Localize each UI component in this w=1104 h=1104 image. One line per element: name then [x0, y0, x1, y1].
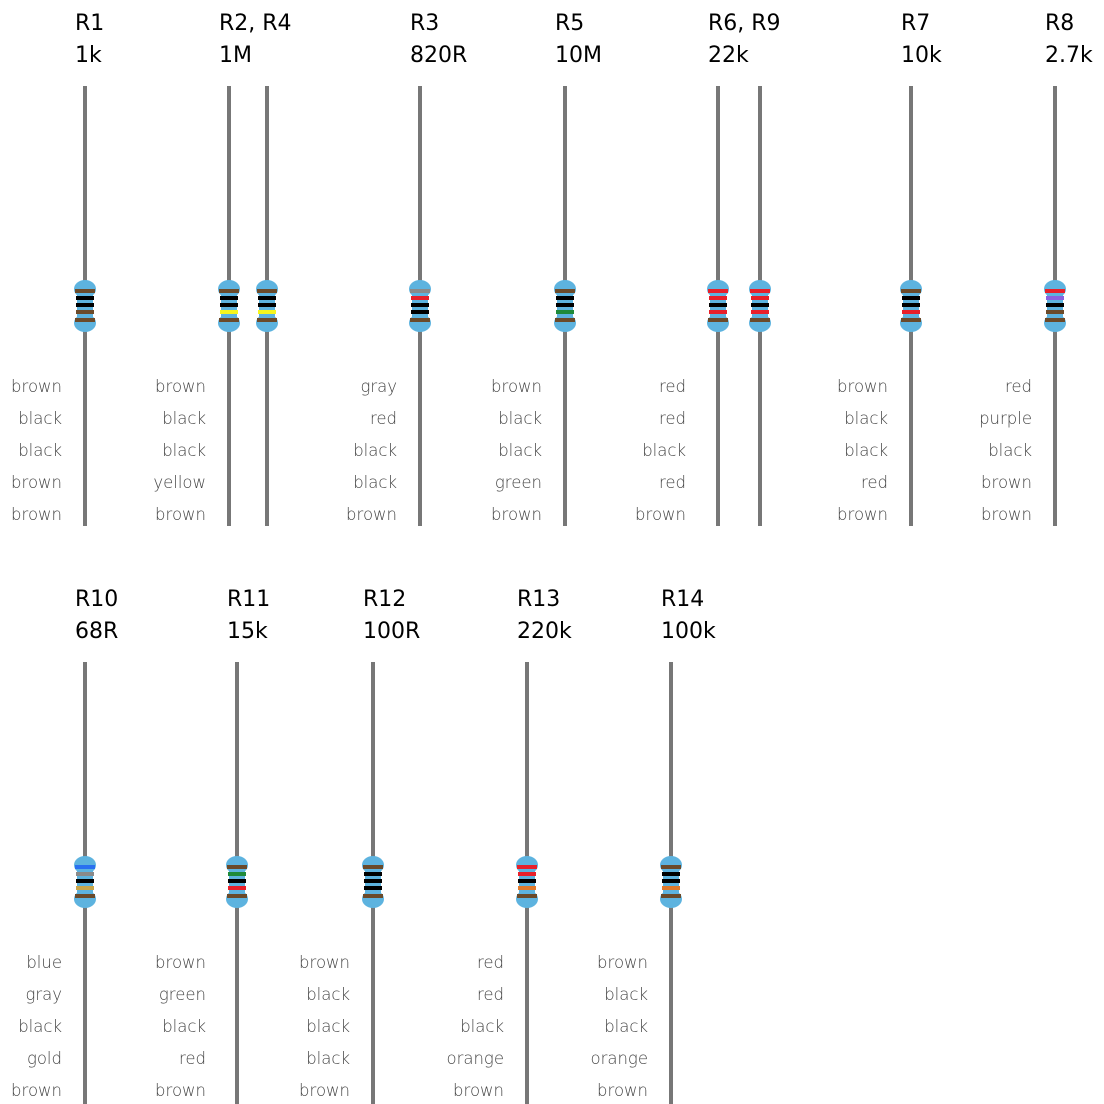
band-color-label: gray [360, 377, 397, 396]
band-color-label: yellow [153, 473, 206, 492]
band-color-label: black [162, 1017, 206, 1036]
band-color-label: brown [11, 1081, 62, 1100]
resistor-cap-bottom [554, 314, 576, 332]
color-band-1-brown [227, 865, 247, 869]
band-color-label: red [1004, 377, 1032, 396]
color-band-2-green [228, 872, 246, 876]
color-band-3-black [902, 303, 920, 307]
band-color-label: black [306, 1049, 350, 1068]
band-color-label: blue [26, 953, 62, 972]
color-band-5-brown [555, 318, 575, 322]
resistor-ref-label: R6, R9 [708, 11, 781, 36]
color-band-3-black [258, 303, 276, 307]
color-band-2-black [364, 872, 382, 876]
band-color-label: brown [981, 505, 1032, 524]
color-band-1-brown [661, 865, 681, 869]
band-color-label: brown [11, 377, 62, 396]
resistor-value-label: 10k [901, 43, 942, 68]
color-band-5-brown [257, 318, 277, 322]
color-band-2-black [258, 296, 276, 300]
color-band-4-red [228, 886, 246, 890]
resistor-cap-bottom [749, 314, 771, 332]
resistor-group-r11 [155, 587, 270, 1104]
band-color-label: brown [346, 505, 397, 524]
band-color-label: brown [155, 505, 206, 524]
band-color-label: brown [597, 1081, 648, 1100]
resistor-cap-bottom [74, 890, 96, 908]
band-color-label: red [476, 953, 504, 972]
color-band-3-black [411, 303, 429, 307]
resistor-value-label: 1M [219, 43, 252, 68]
color-band-2-gray [76, 872, 94, 876]
color-band-5-brown [219, 318, 239, 322]
band-color-label: purple [979, 409, 1032, 428]
band-color-label: red [658, 377, 686, 396]
resistor-group-r7 [837, 11, 942, 526]
band-color-label: black [353, 473, 397, 492]
resistor-ref-label: R2, R4 [219, 11, 292, 36]
band-color-label: black [460, 1017, 504, 1036]
color-band-4-red [709, 310, 727, 314]
band-color-label: black [162, 409, 206, 428]
resistor-cap-bottom [256, 314, 278, 332]
band-color-label: brown [453, 1081, 504, 1100]
color-band-1-blue [75, 865, 95, 869]
resistor-value-label: 1k [75, 43, 102, 68]
band-color-label: green [494, 473, 542, 492]
color-band-1-gray [410, 289, 430, 293]
resistor-group-r14 [590, 587, 716, 1104]
resistor-ref-label: R10 [75, 587, 119, 612]
band-color-label: gold [26, 1049, 62, 1068]
band-color-label: black [642, 441, 686, 460]
color-band-2-black [556, 296, 574, 300]
band-color-label: brown [299, 1081, 350, 1100]
color-band-4-red [902, 310, 920, 314]
color-band-3-black [76, 879, 94, 883]
color-band-2-purple [1046, 296, 1064, 300]
band-color-label: red [369, 409, 397, 428]
color-band-5-brown [75, 894, 95, 898]
color-band-2-red [709, 296, 727, 300]
band-color-label: brown [299, 953, 350, 972]
band-color-label: black [18, 441, 62, 460]
resistor-group-r12 [299, 587, 420, 1104]
color-band-3-black [228, 879, 246, 883]
resistor-ref-label: R5 [555, 11, 585, 36]
color-band-3-black [518, 879, 536, 883]
color-band-4-red [751, 310, 769, 314]
band-color-label: black [604, 985, 648, 1004]
color-band-3-black [556, 303, 574, 307]
band-color-label: gray [25, 985, 62, 1004]
color-band-5-brown [410, 318, 430, 322]
color-band-4-black [364, 886, 382, 890]
color-band-5-brown [363, 894, 383, 898]
color-band-2-red [411, 296, 429, 300]
resistor-cap-bottom [707, 314, 729, 332]
resistor-cap-bottom [218, 314, 240, 332]
band-color-label: brown [491, 377, 542, 396]
band-color-label: red [476, 985, 504, 1004]
band-color-label: brown [491, 505, 542, 524]
band-color-label: red [658, 473, 686, 492]
color-band-4-black [411, 310, 429, 314]
resistor-value-label: 2.7k [1045, 43, 1093, 68]
resistor-ref-label: R7 [901, 11, 931, 36]
resistor-value-label: 68R [75, 619, 119, 644]
color-band-5-brown [227, 894, 247, 898]
resistor-ref-label: R8 [1045, 11, 1075, 36]
band-color-label: red [178, 1049, 206, 1068]
resistor-group-r2-r4 [153, 11, 291, 526]
color-band-2-black [902, 296, 920, 300]
color-band-2-black [220, 296, 238, 300]
color-band-1-brown [363, 865, 383, 869]
band-color-label: black [306, 985, 350, 1004]
resistor-ref-label: R1 [75, 11, 105, 36]
color-band-4-brown [1046, 310, 1064, 314]
resistor-value-label: 22k [708, 43, 749, 68]
color-band-5-brown [661, 894, 681, 898]
color-band-1-brown [901, 289, 921, 293]
color-band-2-red [751, 296, 769, 300]
color-band-1-red [750, 289, 770, 293]
color-band-1-red [517, 865, 537, 869]
resistor-ref-label: R13 [517, 587, 561, 612]
band-color-label: black [306, 1017, 350, 1036]
color-band-1-brown [555, 289, 575, 293]
resistor-cap-bottom [409, 314, 431, 332]
color-band-1-brown [219, 289, 239, 293]
color-band-3-black [220, 303, 238, 307]
color-band-5-brown [1045, 318, 1065, 322]
band-color-label: brown [11, 473, 62, 492]
band-color-label: black [498, 409, 542, 428]
band-color-label: black [353, 441, 397, 460]
band-color-label: brown [11, 505, 62, 524]
resistor-cap-bottom [900, 314, 922, 332]
band-color-label: green [158, 985, 206, 1004]
resistor-group-r3 [346, 11, 467, 526]
band-color-label: red [658, 409, 686, 428]
color-band-3-black [364, 879, 382, 883]
resistor-value-label: 100k [661, 619, 716, 644]
band-color-label: brown [155, 953, 206, 972]
band-color-label: black [844, 409, 888, 428]
color-band-3-black [751, 303, 769, 307]
color-band-4-yellow [220, 310, 238, 314]
color-band-5-brown [517, 894, 537, 898]
band-color-label: black [18, 1017, 62, 1036]
band-color-label: black [844, 441, 888, 460]
band-color-label: brown [981, 473, 1032, 492]
resistor-value-label: 15k [227, 619, 268, 644]
resistor-cap-bottom [362, 890, 384, 908]
resistor-ref-label: R14 [661, 587, 705, 612]
color-band-1-red [1045, 289, 1065, 293]
color-band-5-brown [901, 318, 921, 322]
band-color-label: brown [597, 953, 648, 972]
resistor-group-r1 [11, 11, 104, 526]
color-band-5-brown [708, 318, 728, 322]
band-color-label: brown [837, 377, 888, 396]
color-band-4-brown [76, 310, 94, 314]
band-color-label: brown [635, 505, 686, 524]
color-band-4-orange [518, 886, 536, 890]
resistor-value-label: 100R [363, 619, 421, 644]
resistor-cap-bottom [1044, 314, 1066, 332]
resistor-value-label: 10M [555, 43, 602, 68]
color-band-2-black [662, 872, 680, 876]
band-color-label: black [988, 441, 1032, 460]
color-band-3-black [1046, 303, 1064, 307]
resistor-cap-bottom [226, 890, 248, 908]
band-color-label: brown [155, 1081, 206, 1100]
resistor-cap-bottom [660, 890, 682, 908]
color-band-1-brown [257, 289, 277, 293]
resistor-ref-label: R3 [410, 11, 440, 36]
band-color-label: red [860, 473, 888, 492]
resistor-value-label: 220k [517, 619, 572, 644]
color-band-4-yellow [258, 310, 276, 314]
color-band-2-black [76, 296, 94, 300]
color-band-5-brown [75, 318, 95, 322]
color-band-1-red [708, 289, 728, 293]
resistor-cap-bottom [516, 890, 538, 908]
color-band-4-orange [662, 886, 680, 890]
resistor-group-r5 [491, 11, 602, 526]
color-band-3-black [662, 879, 680, 883]
band-color-label: orange [446, 1049, 504, 1068]
band-color-label: black [162, 441, 206, 460]
resistor-value-label: 820R [410, 43, 468, 68]
resistor-group-r10 [11, 587, 118, 1104]
resistor-cap-bottom [74, 314, 96, 332]
color-band-3-black [709, 303, 727, 307]
band-color-label: orange [590, 1049, 648, 1068]
resistor-group-r13 [446, 587, 572, 1104]
resistor-group-r6-r9 [635, 11, 781, 526]
color-band-4-gold [76, 886, 94, 890]
resistor-group-r8 [979, 11, 1093, 526]
band-color-label: black [604, 1017, 648, 1036]
band-color-label: black [18, 409, 62, 428]
color-band-3-black [76, 303, 94, 307]
band-color-label: brown [837, 505, 888, 524]
color-band-5-brown [750, 318, 770, 322]
color-band-2-red [518, 872, 536, 876]
resistor-ref-label: R11 [227, 587, 271, 612]
color-band-4-green [556, 310, 574, 314]
resistor-ref-label: R12 [363, 587, 407, 612]
band-color-label: brown [155, 377, 206, 396]
band-color-label: black [498, 441, 542, 460]
color-band-1-brown [75, 289, 95, 293]
